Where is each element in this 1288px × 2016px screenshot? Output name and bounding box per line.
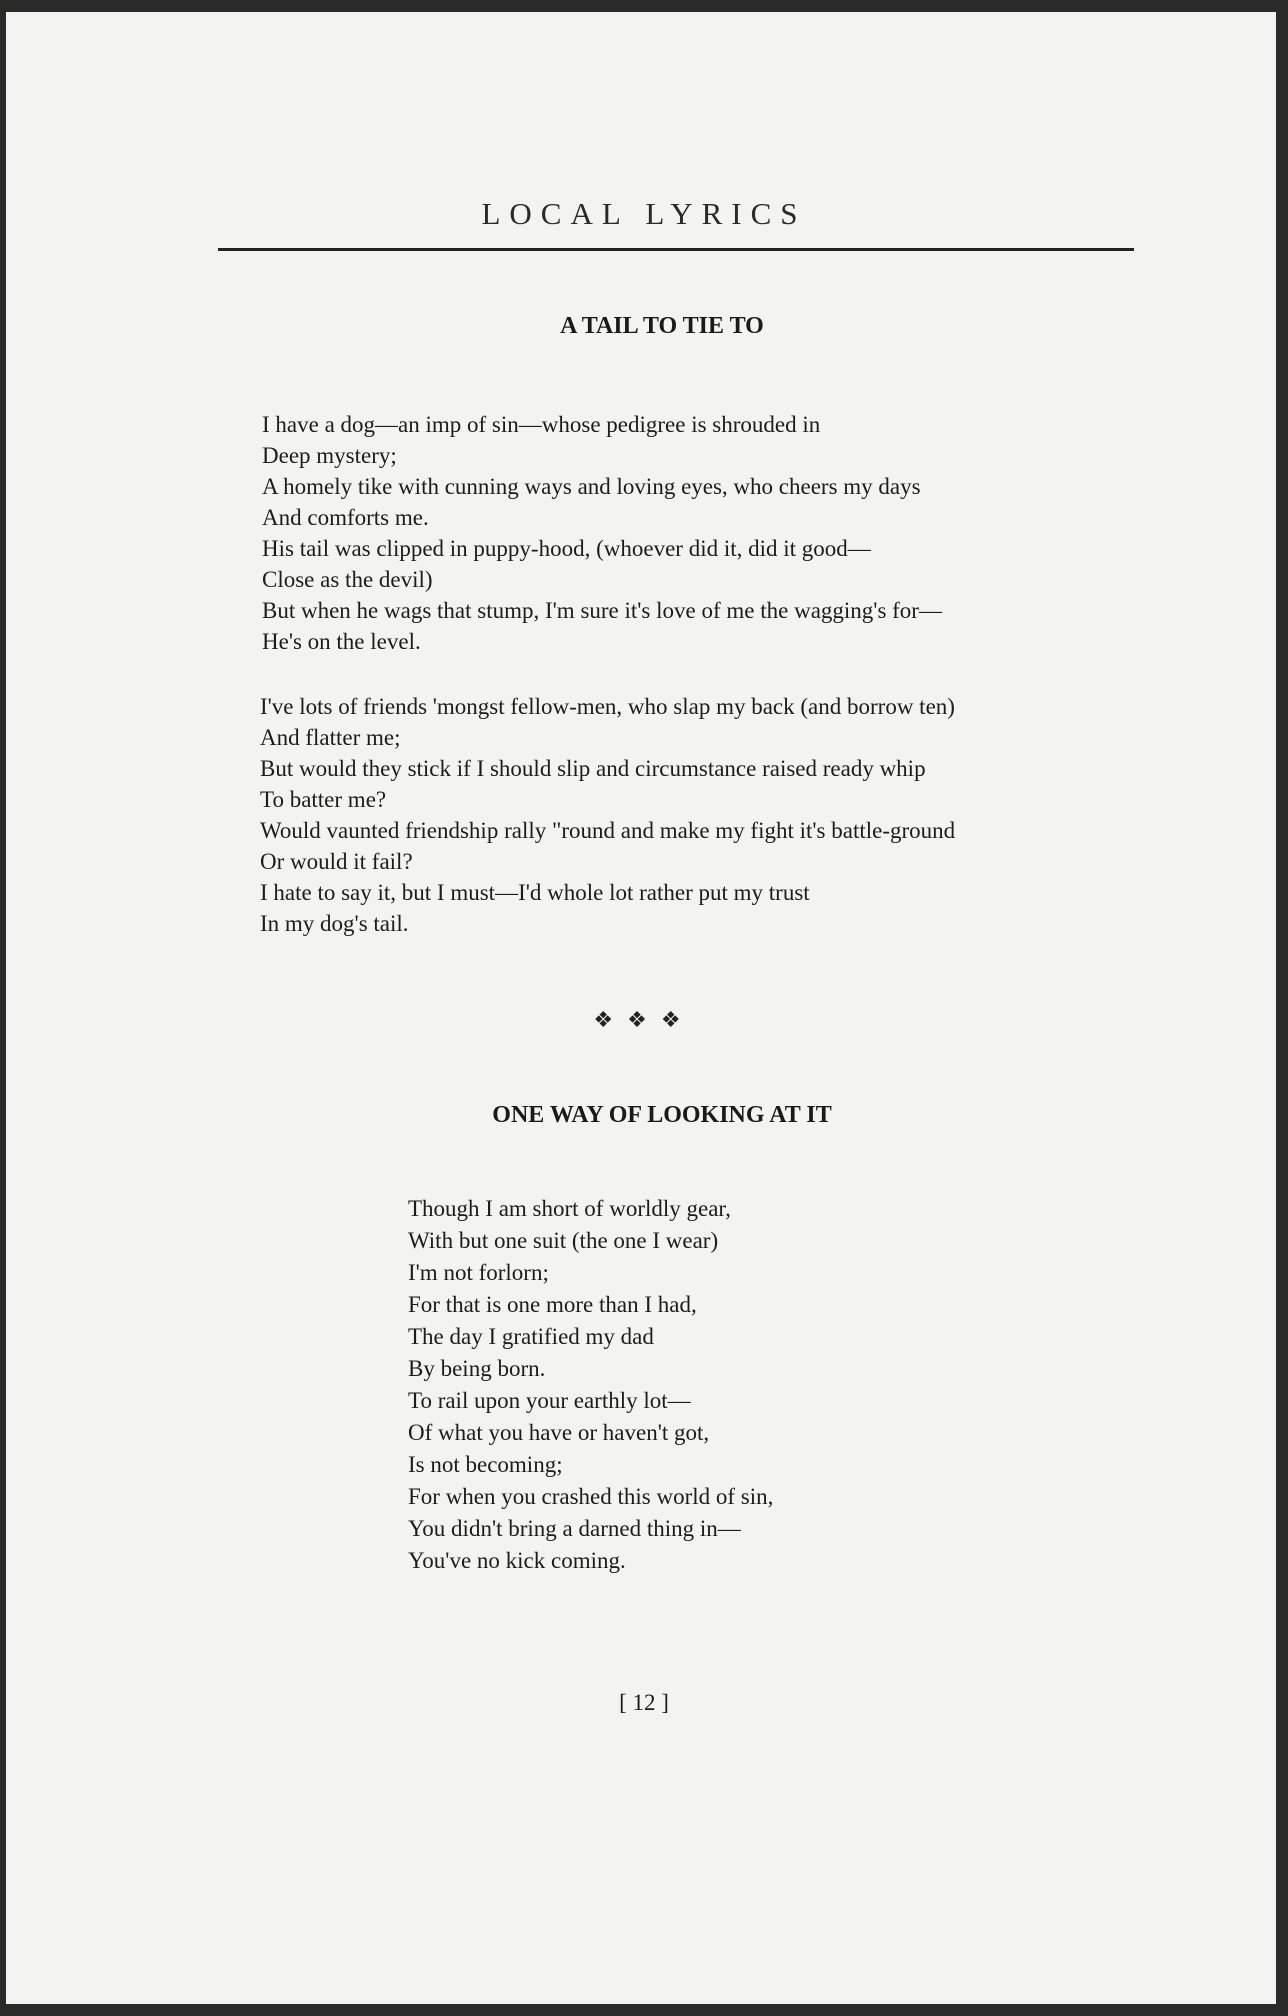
verse-line: I've lots of friends 'mongst fellow-men, who slap my back (and borrow ten) <box>260 694 955 719</box>
verse-line: He's on the level. <box>262 629 421 654</box>
verse-line: I'm not forlorn; <box>408 1260 549 1285</box>
poem1-stanza2 <box>260 691 955 939</box>
verse-line: But would they stick if I should slip and circumstance raised ready whip <box>260 756 926 781</box>
verse-line: You've no kick coming. <box>408 1548 626 1573</box>
verse-line: Is not becoming; <box>408 1452 563 1477</box>
verse-line: And comforts me. <box>262 505 429 530</box>
verse-line: By being born. <box>408 1356 546 1381</box>
verse-line: The day I gratified my dad <box>408 1324 654 1349</box>
verse-line: In my dog's tail. <box>260 911 409 936</box>
verse-line: To rail upon your earthly lot— <box>408 1388 691 1413</box>
verse-line: For when you crashed this world of sin, <box>408 1484 774 1509</box>
poem-title-a-tail-to-tie-to: A TAIL TO TIE TO <box>560 313 764 339</box>
running-head: LOCAL LYRICS <box>481 196 807 231</box>
verse-line: And flatter me; <box>260 725 401 750</box>
poem2-stanza <box>408 1193 773 1577</box>
verse-line: I hate to say it, but I must—I'd whole lot rather put my trust <box>260 880 810 905</box>
verse-line: I have a dog—an imp of sin—whose pedigree is shrouded in <box>262 412 821 437</box>
header-rule <box>218 248 1134 251</box>
verse-line: His tail was clipped in puppy-hood, (whoever did it, did it good— <box>262 536 871 561</box>
poem-title-one-way-of-looking-at-it: ONE WAY OF LOOKING AT IT <box>492 1102 832 1128</box>
verse-line: You didn't bring a darned thing in— <box>408 1516 741 1541</box>
verse-line: But when he wags that stump, I'm sure it's love of me the wagging's for— <box>262 598 942 623</box>
poem1-stanza1 <box>262 409 942 657</box>
verse-line: Would vaunted friendship rally "round and make my fight it's battle-ground <box>260 818 956 843</box>
verse-line: A homely tike with cunning ways and loving eyes, who cheers my days <box>262 474 921 499</box>
verse-line: For that is one more than I had, <box>408 1292 697 1317</box>
verse-line: Though I am short of worldly gear, <box>408 1196 731 1221</box>
page-number: [ 12 ] <box>619 1690 669 1715</box>
verse-line: To batter me? <box>260 787 387 812</box>
verse-line: Or would it fail? <box>260 849 413 874</box>
verse-line: Of what you have or haven't got, <box>408 1420 710 1445</box>
verse-line: With but one suit (the one I wear) <box>408 1228 719 1253</box>
section-ornament: ❖❖❖ <box>593 1008 695 1033</box>
verse-line: Deep mystery; <box>262 443 397 468</box>
verse-line: Close as the devil) <box>262 567 433 592</box>
